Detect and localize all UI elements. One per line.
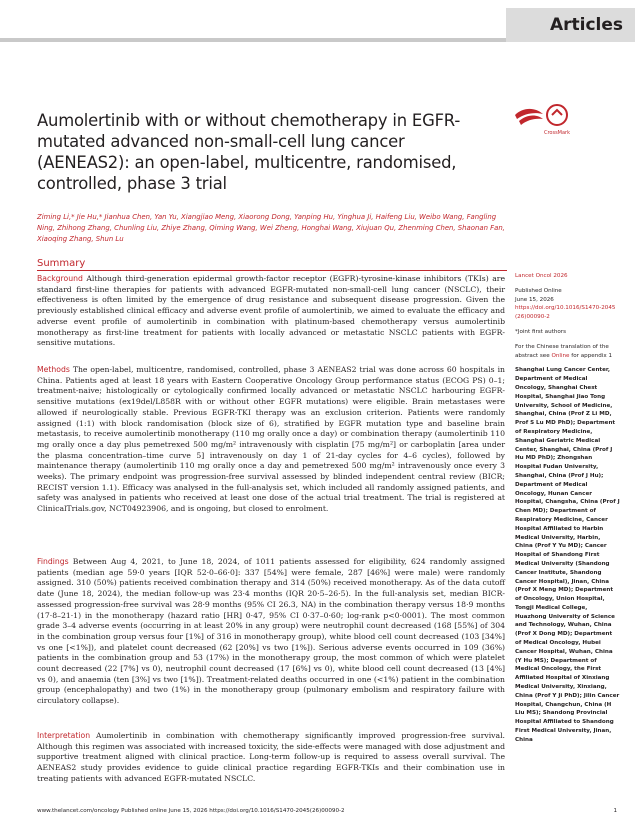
translation-post: for appendix 1 <box>569 352 613 359</box>
article-title: Aumolertinib with or without chemotherapy in EGFR-mutated advanced non-small-cell lung cancer (AENEAS2): an open-label, multicentre, randomised, controlled, phase 3 trial <box>37 111 461 193</box>
footer-text: www.thelancet.com/oncology Published online June 15, 2026 https://doi.org/10.1016/S1470-2045(26)00090-2 <box>37 808 345 814</box>
doi-link[interactable]: https://doi.org/10.1016/S1470-2045(26)00090-2 <box>515 305 616 321</box>
crossmark-logo-icon[interactable] <box>513 101 573 137</box>
methods-paragraph <box>37 365 505 515</box>
svg-text:CrossMark: CrossMark <box>543 130 571 136</box>
translation-link[interactable]: Online <box>551 352 570 359</box>
published-label: Published Online <box>515 287 562 294</box>
header-bar <box>0 0 635 42</box>
journal-citation: Lancet Oncol 2026 <box>515 273 568 279</box>
findings-label: Findings <box>37 557 69 566</box>
interpretation-text: Aumolertinib in combination with chemotherapy significantly improved progression-free survival. Although this regimen was associated with increased toxicity, the side-effects were managed with dose adjustment and supportive treatment aligned with clinical practice. Long-term follow-up is required to assess overall survival. The AENEAS2 study provides evidence to guide clinical practice regarding EGFR-TKIs and their combination use in treating patients with advanced EGFR-mutated NSCLC. <box>37 731 505 783</box>
methods-text: The open-label, multicentre, randomised, controlled, phase 3 AENEAS2 trial was done across 60 hospitals in China. Patients aged at least 18 years with Eastern Cooperative Oncology Group performance status (ECOG PS) 0–1; treatment-naive; histologically or cytologically confirmed locally advanced or metastatic NSCLC harbouring EGFR-sensitive mutations (ex19del/L858R with or without other EGFR mutations) were eligible. Brain metastases were allowed if neurologically stable. Previous EGFR-TKI therapy was an exclusion criterion. Patients were randomly assigned (1:1) with block randomisation (block size of 6), stratified by EGFR mutation type and baseline brain metastasis, to receive aumolertinib monotherapy (110 mg orally once a day) or combination therapy (aumolertinib 110 mg orally once a day plus pemetrexed 500 mg/m² intravenously with cisplatin [75 mg/m²] or carboplatin [area under the plasma concentration–time curve 5] intravenously on day 1 of 21-day cycles for 4–6 cycles), followed by maintenance therapy (aumolertinib 110 mg orally once a day and pemetrexed 500 mg/m² intravenously once every 3 weeks). The primary endpoint was progression-free survival assessed by blinded independent central review (BICR; RECIST version 1.1). Efficacy was analysed in the full-analysis set, which included all randomly assigned patients, and safety was analysed in patients who received at least one dose of the actual trial treatment. The trial is registered at ClinicalTrials.gov, NCT04923906, and is ongoing, but closed to enrolment. <box>37 365 505 514</box>
page-footer <box>37 808 617 818</box>
summary-rule <box>37 270 507 271</box>
background-label: Background <box>37 274 83 283</box>
translation-pre: For the Chinese translation of the abstract see <box>515 343 609 359</box>
sidebar <box>515 272 620 751</box>
background-paragraph <box>37 274 505 349</box>
findings-text: Between Aug 4, 2021, to June 18, 2024, of 1011 patients assessed for eligibility, 624 randomly assigned patients (median age 59·0 years [IQR 52·0–66·0]: 337 [54%] were female, 287 [46%] were male) were randomly assigned. 310 (50%) patients received combination therapy and 314 (50%) received monotherapy. As of the data cutoff date (June 18, 2024), the median follow-up was 23·4 months (IQR 20·5–26·5). In the full-analysis set, median BICR-assessed progression-free survival was 28·9 months (95% CI 26.3, NA) in the combination therapy versus 18·9 months (17·8–21·1) in the monotherapy (hazard ratio [HR] 0·47, 95% CI 0·37–0·60; log-rank p<0·0001). The most common grade 3–4 adverse events (occurring in at least 20% in any group) were neutrophil count decreased (168 [55%] of 304 in the combination group versus four [1%] of 316 in monotherapy group), white blood cell count decreased (103 [34%] vs one [<1%]), and platelet count decreased (62 [20%] vs two [1%]). Serious adverse events occurred in 109 (36%) patients in the combination group and 53 (17%) in the monotherapy group, the most common of which were platelet count decreased (22 [7%] vs 0), neutrophil count decreased (17 [6%] vs 0), white blood cell count decreased (13 [4%] vs 0), and anaemia (ten [3%] vs two [1%]). Treatment-related deaths occurred in one (<1%) patient in the combination group (encephalopathy) and two (1%) in the monotherapy group (pulmonary embolism and respiratory failure with circulatory collapse). <box>37 557 505 706</box>
header-rule <box>0 38 506 42</box>
sidebar-published <box>515 287 620 322</box>
translation-note <box>515 343 620 361</box>
summary-heading: Summary <box>37 258 86 269</box>
joint-authors-note: *Joint first authors <box>515 328 566 335</box>
section-label: Articles <box>506 8 635 42</box>
background-text: Although third-generation epidermal growth-factor receptor (EGFR)-tyrosine-kinase inhibitors (TKIs) are standard first-line therapies for patients with advanced EGFR-mutated non-small-cell lung cancer (NSCLC), their effectiveness is often limited by the emergence of drug resistance and subsequent disease progression. Given the previously established clinical efficacy and adverse event profile of aumolertinib, we aimed to evaluate the efficacy and adverse event profile of aumolertinib in combination with platinum-based chemotherapy versus aumolertinib monotherapy as first-line treatment for patients with locally advanced or metastatic NSCLC patients with EGFR-sensitive mutations. <box>37 274 505 348</box>
affiliations: Shanghai Lung Cancer Center, Department of Medical Oncology, Shanghai Chest Hospital, Shanghai Jiao Tong University, School of Medicine, Shanghai, China (Prof Z Li MD, Prof S Lu MD PhD); Department of Respiratory Medicine, Shanghai Geriatric Medical Center, Shanghai, China (Prof J Hu MD PhD); Zhongshan Hospital Fudan University, Shanghai, China (Prof J Hu); Department of Medical Oncology, Hunan Cancer Hospital, Changsha, China (Prof J Chen MD); Department of Respiratory Medicine, Cancer Hospital Affiliated to Harbin Medical University, Harbin, China (Prof Y Yu MD); Cancer Hospital of Shandong First Medical University (Shandong Cancer Institute, Shandong Cancer Hospital), Jinan, China (Prof X Meng MD); Department of Oncology, Union Hospital, Tongji Medical College, Huazhong University of Science and Technology, Wuhan, China (Prof X Dong MD); Department of Medical Oncology, Hubei Cancer Hospital, Wuhan, China (Y Hu MS); Department of Medical Oncology, the First Affiliated Hospital of Xinxiang Medical University, Xinxiang, China (Prof Y Ji PhD); Jilin Cancer Hospital, Changchun, China (H Liu MS); Shandong Provincial Hospital Affiliated to Shandong First Medical University, Jinan, China <box>515 367 620 743</box>
interpretation-paragraph <box>37 731 505 785</box>
findings-paragraph <box>37 557 505 707</box>
sidebar-journal <box>515 272 620 281</box>
author-list: Ziming Li,* Jie Hu,* Jianhua Chen, Yan Yu, Xiangjiao Meng, Xiaorong Dong, Yanping Hu, Yinghua Ji, Haifeng Liu, Weibo Wang, Fangling Ning, Zhihong Zhang, Chunling Liu, Zhiye Zhang, Qiming Wang, Wei Zheng, Honghai Wang, Xiujuan Qu, Zhenming Chen, Shaonan Fan, Xiaoqing Zhang, Shun Lu <box>37 213 505 243</box>
methods-label: Methods <box>37 365 70 374</box>
interpretation-label: Interpretation <box>37 731 91 740</box>
published-date: June 15, 2026 <box>515 296 554 303</box>
page-number: 1 <box>613 808 617 814</box>
